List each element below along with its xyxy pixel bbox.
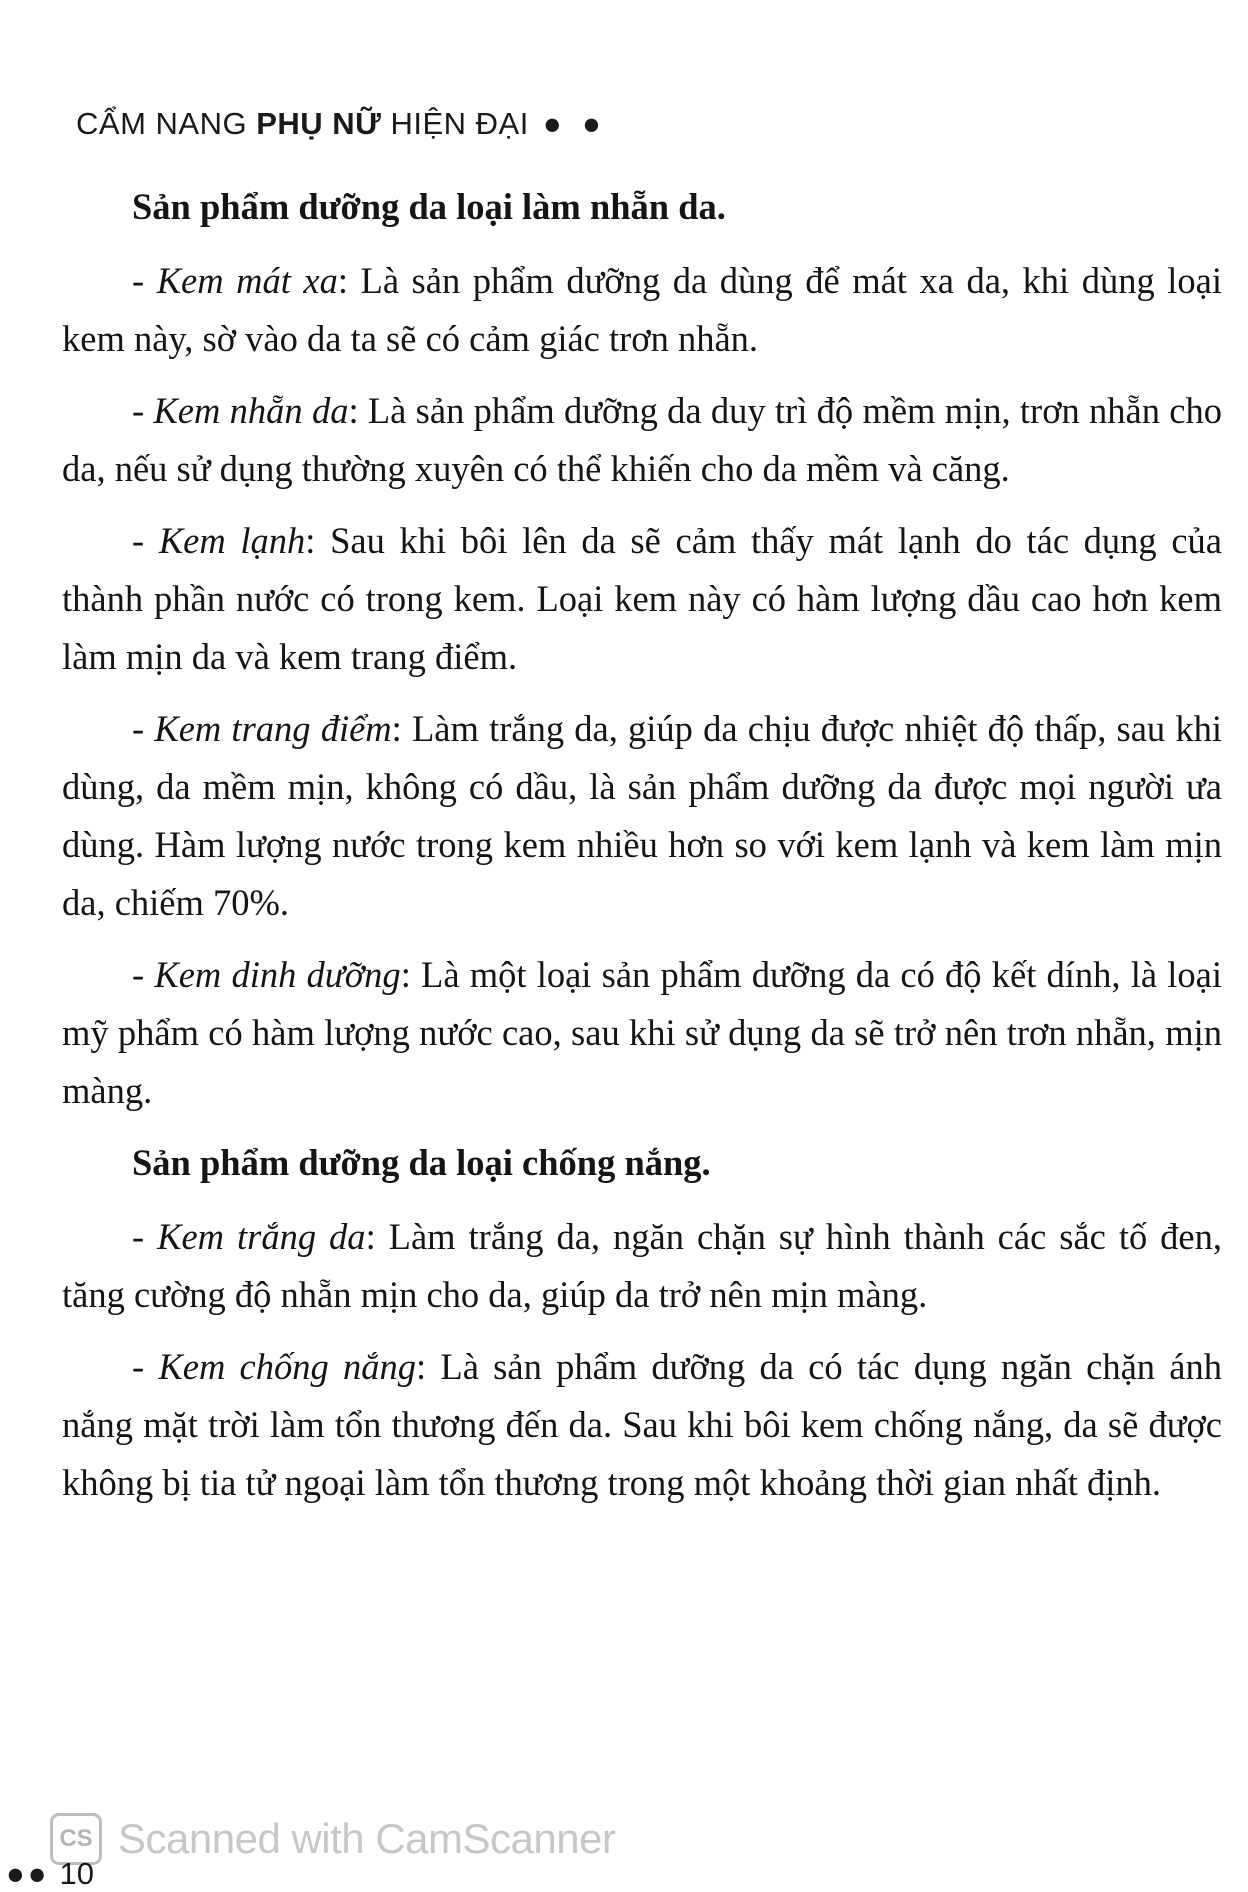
entry-cold-cream: - Kem lạnh: Sau khi bôi lên da sẽ cảm thấy mát lạnh do tác dụng của thành phần nước có trong kem. Loại kem này có hàm lượng dầu cao hơn kem làm mịn da và kem trang điểm. bbox=[62, 520, 1222, 677]
entry-nourishing-cream: - Kem dinh dưỡng: Là một loại sản phẩm dưỡng da có độ kết dính, là loại mỹ phẩm có hàm lượng nước cao, sau khi sử dụng da sẽ trở nên trơn nhẵn, mịn màng. bbox=[62, 954, 1223, 1111]
entry-makeup-cream: - Kem trang điểm: Làm trắng da, giúp da chịu được nhiệt độ thấp, sau khi dùng, da mềm mịn, không có dầu, là sản phẩm dưỡng da được mọi người ưa dùng. Hàm lượng nước trong kem nhiều hơn so với kem lạnh và kem làm mịn da, chiếm 70%. bbox=[62, 708, 1222, 923]
entry-term: Kem dinh dưỡng bbox=[154, 954, 401, 995]
entry-sunscreen-cream: - Kem chống nắng: Là sản phẩm dưỡng da có tác dụng ngăn chặn ánh nắng mặt trời làm tổn thương đến da. Sau khi bôi kem chống nắng, da sẽ được không bị tia tử ngoại làm tổn thương trong một khoảng thời gian nhất định. bbox=[62, 1346, 1222, 1503]
entry-term: Kem mát xa bbox=[156, 260, 338, 301]
header-ornament: ● ● bbox=[542, 106, 607, 141]
footer-ornament: ●● bbox=[6, 1856, 50, 1891]
entry-massage-cream: - Kem mát xa: Là sản phẩm dưỡng da dùng để mát xa da, khi dùng loại kem này, sờ vào da ta sẽ có cảm giác trơn nhẵn. bbox=[62, 260, 1222, 359]
camscanner-watermark bbox=[50, 1813, 615, 1865]
header-title-prefix: CẨM NANG bbox=[76, 106, 257, 141]
camscanner-logo: CS bbox=[50, 1813, 102, 1865]
entry-text: Làm trắng da, ngăn chặn sự hình thành các sắc tố đen, tăng cường độ nhẵn mịn cho da, giúp da trở nên mịn màng. bbox=[62, 1216, 1222, 1315]
entry-text: Là một loại sản phẩm dưỡng da có độ kết dính, là loại mỹ phẩm có hàm lượng nước cao, sau khi sử dụng da sẽ trở nên trơn nhẵn, mịn màng. bbox=[62, 954, 1223, 1111]
entry-term: Kem nhẵn da bbox=[153, 390, 349, 431]
page-number: 10 bbox=[59, 1856, 94, 1891]
entry-term: Kem lạnh bbox=[158, 520, 306, 561]
page-body bbox=[62, 178, 1222, 1526]
entry-term: Kem chống nắng bbox=[158, 1346, 417, 1387]
entry-text: Là sản phẩm dưỡng da duy trì độ mềm mịn, trơn nhẵn cho da, nếu sử dụng thường xuyên có thể khiến cho da mềm và căng. bbox=[62, 390, 1222, 489]
entry-text: Sau khi bôi lên da sẽ cảm thấy mát lạnh do tác dụng của thành phần nước có trong kem. Loại kem này có hàm lượng dầu cao hơn kem làm mịn da và kem trang điểm. bbox=[62, 520, 1222, 677]
entry-whitening-cream: - Kem trắng da: Làm trắng da, ngăn chặn sự hình thành các sắc tố đen, tăng cường độ nhẵn mịn cho da, giúp da trở nên mịn màng. bbox=[62, 1216, 1222, 1315]
section-heading-sunscreen: Sản phẩm dưỡng da loại chống nắng. bbox=[132, 1142, 711, 1183]
page-footer bbox=[6, 1856, 94, 1892]
watermark-text: Scanned with CamScanner bbox=[118, 1815, 616, 1862]
entry-text: Là sản phẩm dưỡng da dùng để mát xa da, khi dùng loại kem này, sờ vào da ta sẽ có cảm giác trơn nhẵn. bbox=[62, 260, 1222, 359]
entry-smoothing-cream: - Kem nhẵn da: Là sản phẩm dưỡng da duy trì độ mềm mịn, trơn nhẵn cho da, nếu sử dụng thường xuyên có thể khiến cho da mềm và căng. bbox=[62, 390, 1222, 489]
entry-term: Kem trang điểm bbox=[154, 708, 392, 749]
section-heading-smoothing: Sản phẩm dưỡng da loại làm nhẵn da. bbox=[132, 186, 726, 227]
header-title-bold: PHỤ NỮ bbox=[256, 106, 382, 141]
entry-text: Làm trắng da, giúp da chịu được nhiệt độ thấp, sau khi dùng, da mềm mịn, không có dầu, là sản phẩm dưỡng da được mọi người ưa dùng. Hàm lượng nước trong kem nhiều hơn so với kem lạnh và kem làm mịn da, chiếm 70%. bbox=[62, 708, 1222, 923]
running-header bbox=[76, 106, 607, 142]
header-title-suffix: HIỆN ĐẠI bbox=[381, 106, 529, 141]
entry-term: Kem trắng da bbox=[157, 1216, 366, 1257]
entry-text: Là sản phẩm dưỡng da có tác dụng ngăn chặn ánh nắng mặt trời làm tổn thương đến da. Sau khi bôi kem chống nắng, da sẽ được không bị tia tử ngoại làm tổn thương trong một khoảng thời gian nhất định. bbox=[62, 1346, 1222, 1503]
